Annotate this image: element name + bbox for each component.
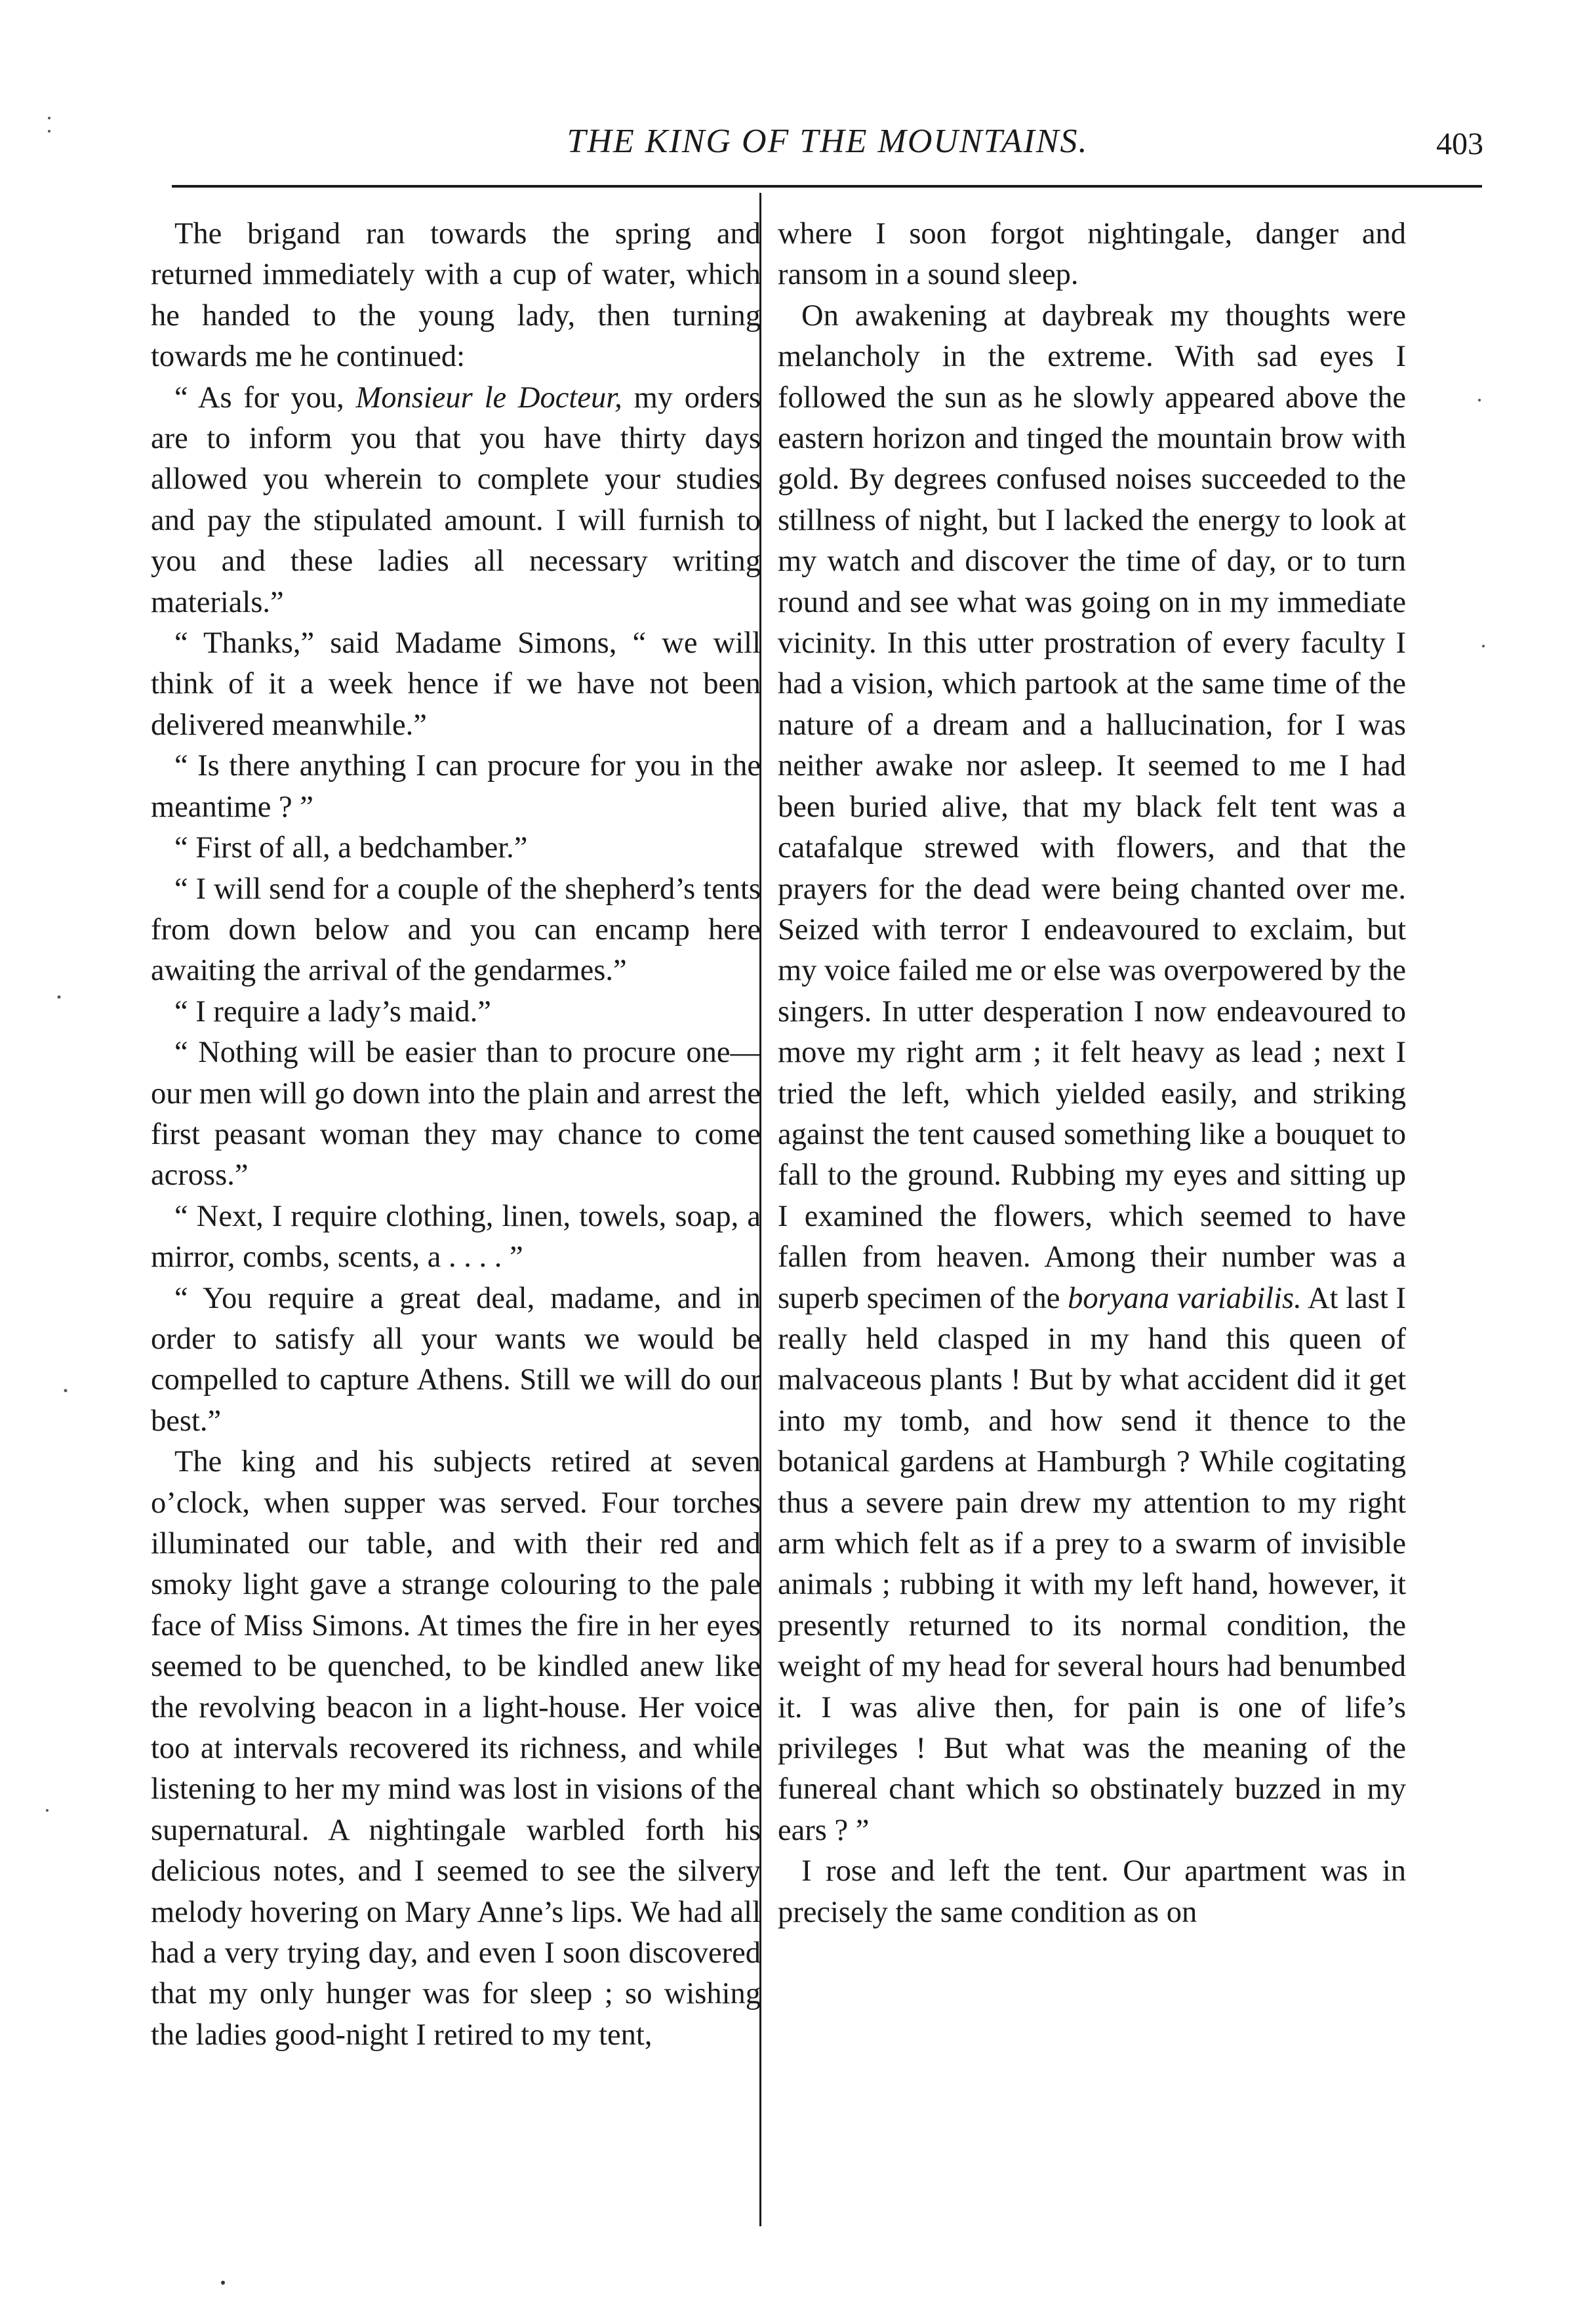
paragraph: I rose and left the tent. Our apartment was in precisely the same condition as on: [778, 1854, 1406, 1929]
paragraph: “ Is there anything I can procure for you in the meantime ? ”: [151, 749, 761, 824]
running-title: THE KING OF THE MOUNTAINS.: [567, 123, 1089, 160]
paragraph: “ First of all, a bedchamber.”: [174, 831, 528, 865]
paragraph: “ I will send for a couple of the shepherd’s tents from down below and you can encamp here awaiting the arrival of the gendarmes.”: [151, 872, 761, 988]
paragraph: “ Nothing will be easier than to procure one—our men will go down into the plain and arrest the first peasant woman they may chance to come across.”: [151, 1036, 761, 1193]
paragraph: “ You require a great deal, madame, and in order to satisfy all your wants we would be compelled to capture Athens. Still we will do our best.”: [151, 1281, 761, 1438]
text-run: my orders are to inform you that you have thirty days allowed you wherein to complete your studies and pay the stipulated amount. I will furnish to you and these ladies all necessary writing materials.”: [151, 380, 761, 619]
text-run: At last I really held clasped in my hand this queen of malvaceous plants ! But by what accident did it get into my tomb, and how send it thence to the botanical gardens at Hamburgh ? While cogitating thus a severe pain drew my attention to my right arm which felt as if a prey to a swarm of invisible animals ; rubbing it with my left hand, however, it presently returned to its normal condition, the weight of my head for several hours had benumbed it. I was alive then, for pain is one of life’s privileges ! But what was the meaning of the funereal chant which so obstinately buzzed in my ears ? ”: [778, 1281, 1406, 1847]
italic-phrase: boryana variabilis.: [1068, 1281, 1302, 1315]
paragraph: “ Thanks,” said Madame Simons, “ we will think of it a week hence if we have not been delivered meanwhile.”: [151, 626, 761, 742]
italic-phrase: Monsieur le Docteur,: [355, 380, 622, 415]
paragraph: The king and his subjects retired at seven o’clock, when supper was served. Four torches illuminated our table, and with their red and smoky light gave a strange colouring to the pale face of Miss Simons. At times the fire in her eyes seemed to be quenched, to be kindled anew like the revolving beacon in a light-house. Her voice too at intervals recovered its richness, and while listening to her my mind was lost in visions of the supernatural. A nightingale warbled forth his delicious notes, and I seemed to see the silvery melody hovering on Mary Anne’s lips. We had all had a very trying day, and even I soon discovered that my only hunger was for sleep ; so wishing the ladies good-night I retired to my tent,: [151, 1445, 761, 2052]
paragraph: “ Next, I require clothing, linen, towels, soap, a mirror, combs, scents, a . . . . ”: [151, 1199, 761, 1274]
text-run: On awakening at daybreak my thoughts were melancholy in the extreme. With sad eyes I followed the sun as he slowly appeared above the eastern horizon and tinged the mountain brow with gold. By degrees confused noises succeeded to the stillness of night, but I lacked the energy to look at my watch and discover the time of day, or to turn round and see what was going on in my immediate vicinity. In this utter prostration of every faculty I had a vision, which partook at the same time of the nature of a dream and a hallucination, for I was neither awake nor asleep. It seemed to me I had been buried alive, that my black felt tent was a catafalque strewed with flowers, and that the prayers for the dead were being chanted over me. Seized with terror I endeavoured to exclaim, but my voice failed me or else was overpowered by the singers. In utter desperation I now endeavoured to move my right arm ; it felt heavy as lead ; next I tried the left, which yielded easily, and striking against the tent caused something like a bouquet to fall to the ground. Rubbing my eyes and sitting up I examined the flowers, which seemed to have fallen from heaven. Among their number was a superb specimen of the: [778, 298, 1406, 1315]
text-run: “ As for you,: [174, 380, 344, 415]
paragraph: where I soon forgot nightingale, danger and ransom in a sound sleep.: [778, 217, 1406, 292]
paragraph: “ I require a lady’s maid.”: [174, 994, 491, 1029]
paragraph: The brigand ran towards the spring and returned immediately with a cup of water, which he handed to the young lady, then turning towards me he continued:: [151, 217, 761, 374]
page-number: 403: [1436, 127, 1483, 161]
